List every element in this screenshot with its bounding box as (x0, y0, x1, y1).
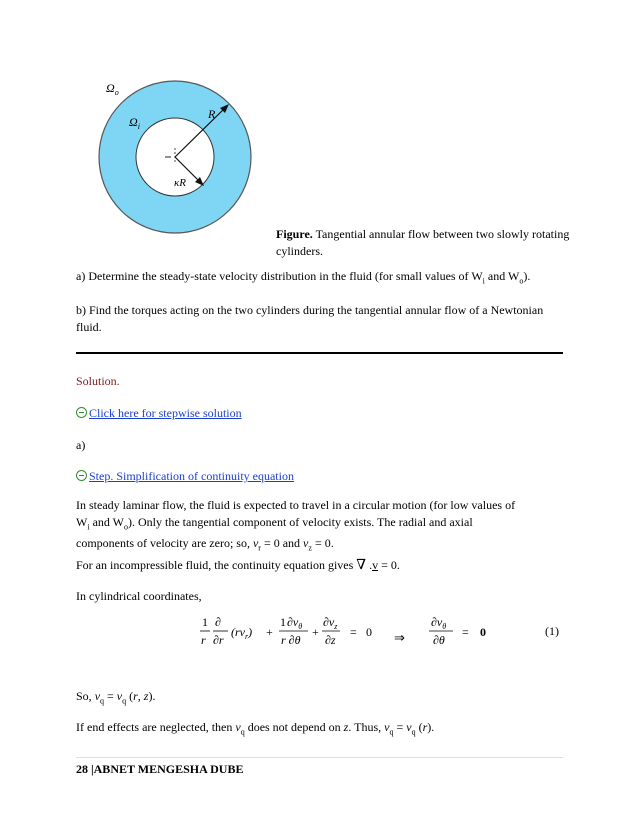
svg-text:∂: ∂ (215, 615, 221, 629)
figure-caption (276, 226, 576, 260)
step-row (76, 468, 566, 485)
section-divider (76, 352, 563, 354)
svg-text:0: 0 (480, 625, 486, 639)
collapse-minus-icon[interactable] (76, 470, 87, 481)
page-footer: 28 |ABNET MENGESHA DUBE (76, 762, 244, 776)
svg-text:=: = (350, 625, 357, 639)
svg-text:r: r (201, 633, 206, 647)
svg-text:1: 1 (202, 615, 208, 629)
svg-text:(rvr): $(rv_r)$ (231, 625, 253, 641)
step-continuity-link[interactable]: Step. Simplification of continuity equation (89, 469, 294, 483)
equation-number: (1) (545, 624, 559, 638)
part-a-label: a) (76, 438, 86, 452)
svg-text:∂θ: ∂θ (433, 633, 445, 647)
paragraph-continuity: For an incompressible fluid, the continuity equation gives ∇ .v = 0. (76, 558, 400, 573)
paragraph-end-effects: If end effects are neglected, then $v_q$ does not depend on z. Thus, $v_q = v_q$ (r). (76, 720, 435, 737)
annulus-diagram (92, 80, 264, 252)
stepwise-solution-link[interactable]: Click here for stepwise solution (89, 406, 242, 420)
svg-text:∂vθ: $\partial v_\theta$ (431, 615, 447, 631)
footer-divider (76, 757, 563, 758)
label-R: R (208, 107, 216, 121)
paragraph-laminar-flow: In steady laminar flow, the fluid is expected to travel in a circular motion (for low values of $W_i$ and $W_o$). Only the tangential component of velocity exists. The radial and axial components of velocity are zero; so, $v_r = 0$ and $v_z = 0$. (76, 498, 516, 553)
label-omega-outer: $\Omega_o$ (106, 81, 119, 97)
question-a: a) Determine the steady-state velocity distribution in the fluid (for small values of $W_i$ and $W_o$). (76, 269, 531, 286)
svg-text:1∂vθ: $1\partial v_\theta$ (280, 615, 303, 631)
svg-text:∂z: ∂z (325, 633, 336, 647)
label-kR: κR (174, 177, 186, 189)
svg-text:∂vz: $\partial v_z$ (323, 615, 338, 631)
svg-text:⇒: ⇒ (394, 630, 405, 645)
paragraph-cylindrical: In cylindrical coordinates, (76, 589, 202, 603)
caption-text: Tangential annular flow between two slowly rotating cylinders. (276, 227, 570, 258)
svg-text:r ∂θ: r ∂θ (281, 633, 301, 647)
continuity-equation (200, 612, 560, 656)
collapse-minus-icon[interactable] (76, 407, 87, 418)
paragraph-vq-rz: So, $v_q = v_q$ (r, z). (76, 689, 156, 706)
svg-text:+: + (266, 625, 273, 639)
solution-label: Solution. (76, 374, 120, 388)
svg-text:∂r: ∂r (213, 633, 224, 647)
label-omega-inner: $\Omega_i$ (129, 115, 140, 131)
stepwise-solution-row (76, 405, 566, 422)
annulus-figure (92, 80, 264, 252)
svg-text:0: 0 (366, 625, 372, 639)
svg-text:+: + (312, 625, 319, 639)
question-b: b) Find the torques acting on the two cylinders during the tangential annular flow of a Newtonian fluid. (76, 303, 544, 334)
caption-bold: Figure. (276, 227, 313, 241)
svg-text:=: = (462, 625, 469, 639)
